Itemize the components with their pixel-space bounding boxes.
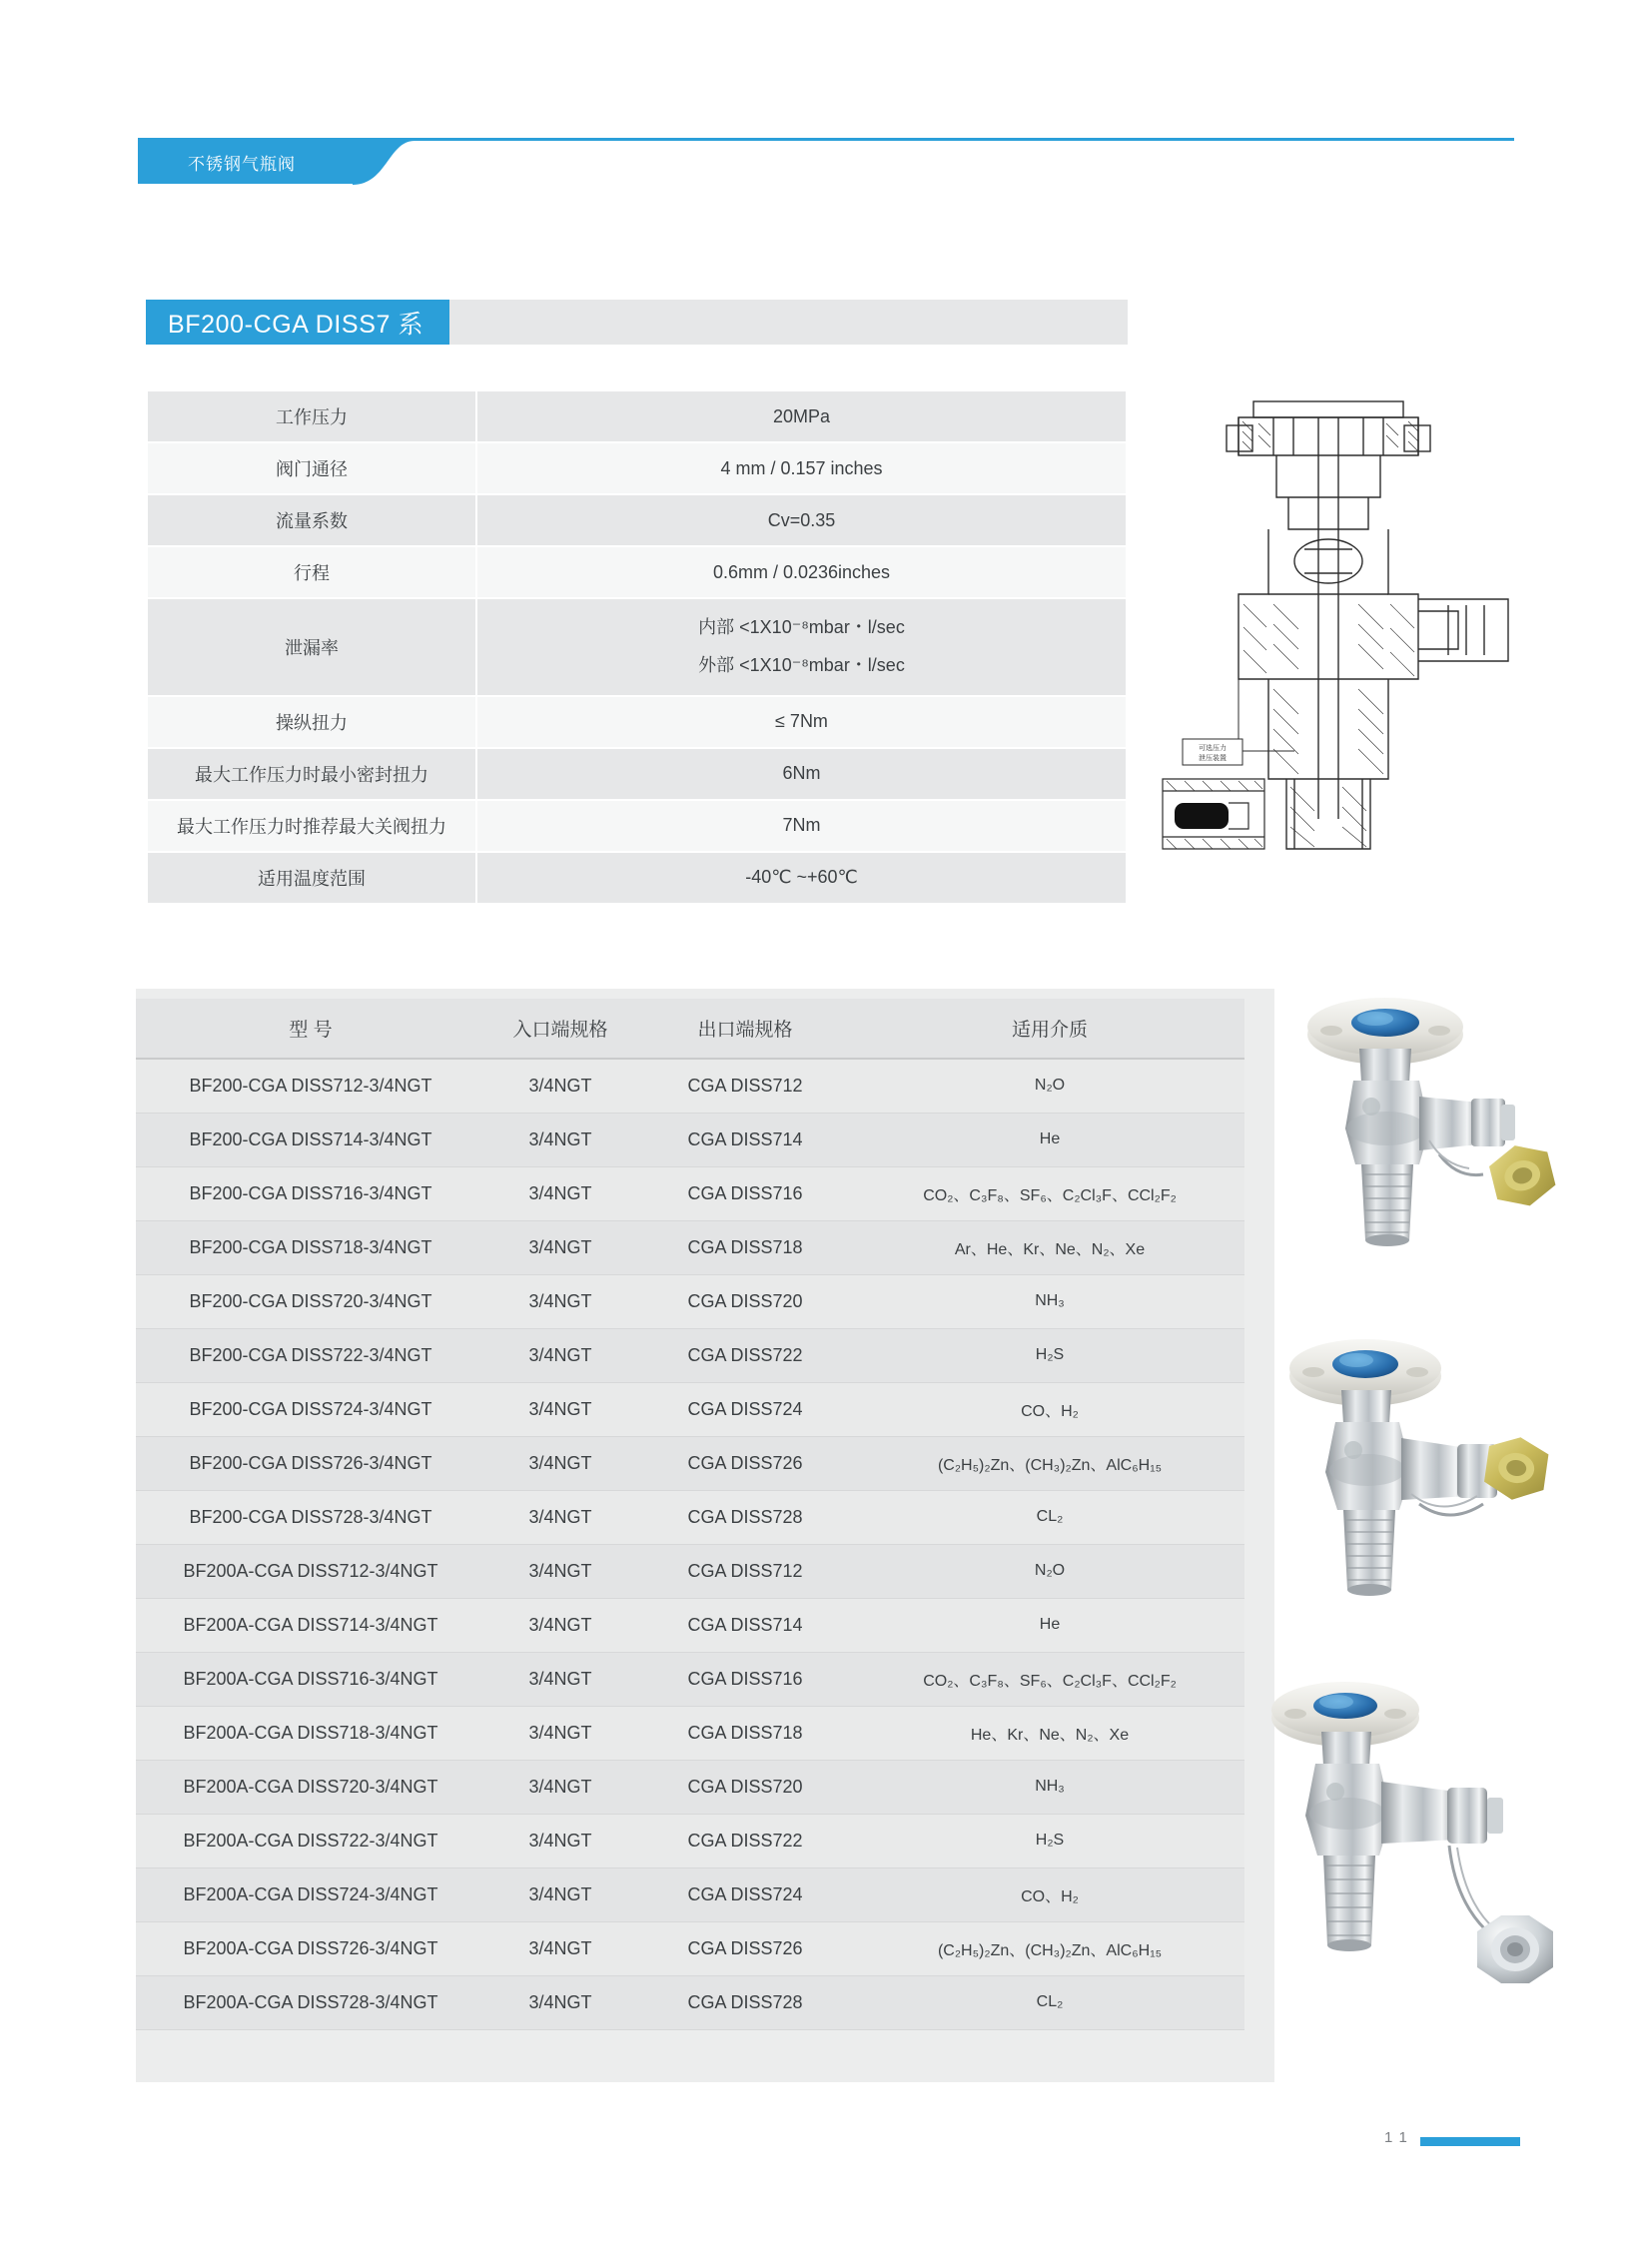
cell-media: CL₂ <box>855 1490 1244 1544</box>
table-row <box>136 1921 1244 1975</box>
model-table <box>136 999 1244 2030</box>
table-row <box>136 1868 1244 1921</box>
cell-inlet: 3/4NGT <box>485 1975 635 2029</box>
cell-model: BF200A-CGA DISS714-3/4NGT <box>136 1598 485 1652</box>
cell-outlet: CGA DISS720 <box>635 1274 855 1328</box>
spec-key: 阀门通径 <box>147 442 476 494</box>
leakage-external: 外部 <1X10⁻⁸mbar・l/sec <box>698 654 905 675</box>
table-row <box>136 1544 1244 1598</box>
header-inlet: 入口端规格 <box>485 999 635 1059</box>
header-category-tab <box>138 141 353 184</box>
cell-model: BF200A-CGA DISS720-3/4NGT <box>136 1760 485 1814</box>
valve-cross-section-drawing <box>1119 379 1538 899</box>
table-row <box>136 1760 1244 1814</box>
specification-table <box>146 389 1128 905</box>
spec-key: 操纵扭力 <box>147 696 476 748</box>
spec-row <box>147 546 1127 598</box>
cell-outlet: CGA DISS722 <box>635 1814 855 1868</box>
model-table-header-row <box>136 999 1244 1059</box>
table-row <box>136 1814 1244 1868</box>
product-photo-valve-1 <box>1243 979 1573 1308</box>
cell-outlet: CGA DISS726 <box>635 1436 855 1490</box>
spec-value: 20MPa <box>476 390 1127 442</box>
spec-key: 工作压力 <box>147 390 476 442</box>
drawing-caption-line2: 泄压装置 <box>1199 755 1227 762</box>
cell-media: H₂S <box>855 1328 1244 1382</box>
cell-model: BF200A-CGA DISS722-3/4NGT <box>136 1814 485 1868</box>
cell-media: CO₂、C₃F₈、SF₆、C₂Cl₃F、CCl₂F₂ <box>855 1652 1244 1706</box>
cell-model: BF200A-CGA DISS712-3/4NGT <box>136 1544 485 1598</box>
table-row <box>136 1166 1244 1220</box>
cell-outlet: CGA DISS714 <box>635 1113 855 1166</box>
section-title-box <box>146 300 449 345</box>
cell-media: H₂S <box>855 1814 1244 1868</box>
cell-media: He、Kr、Ne、N₂、Xe <box>855 1706 1244 1760</box>
cell-media: (C₂H₅)₂Zn、(CH₃)₂Zn、AlC₆H₁₅ <box>855 1921 1244 1975</box>
header-media: 适用介质 <box>855 999 1244 1059</box>
cell-media: He <box>855 1598 1244 1652</box>
cell-outlet: CGA DISS724 <box>635 1382 855 1436</box>
cell-inlet: 3/4NGT <box>485 1274 635 1328</box>
spec-value: Cv=0.35 <box>476 494 1127 546</box>
cell-media: CO、H₂ <box>855 1382 1244 1436</box>
cell-inlet: 3/4NGT <box>485 1544 635 1598</box>
spec-key: 适用温度范围 <box>147 852 476 904</box>
spec-row <box>147 442 1127 494</box>
cell-inlet: 3/4NGT <box>485 1760 635 1814</box>
cell-model: BF200-CGA DISS724-3/4NGT <box>136 1382 485 1436</box>
drawing-caption-line1: 可选压力 <box>1199 745 1227 752</box>
spec-value: 6Nm <box>476 748 1127 800</box>
cell-model: BF200-CGA DISS720-3/4NGT <box>136 1274 485 1328</box>
table-row <box>136 1706 1244 1760</box>
table-row <box>136 1113 1244 1166</box>
cell-inlet: 3/4NGT <box>485 1382 635 1436</box>
cell-media: N₂O <box>855 1059 1244 1113</box>
spec-value: 7Nm <box>476 800 1127 852</box>
cell-inlet: 3/4NGT <box>485 1921 635 1975</box>
cell-outlet: CGA DISS712 <box>635 1059 855 1113</box>
cell-model: BF200A-CGA DISS726-3/4NGT <box>136 1921 485 1975</box>
cell-outlet: CGA DISS726 <box>635 1921 855 1975</box>
cell-media: CL₂ <box>855 1975 1244 2029</box>
table-row <box>136 1274 1244 1328</box>
cell-outlet: CGA DISS716 <box>635 1166 855 1220</box>
table-row <box>136 1490 1244 1544</box>
spec-value-leakage <box>476 598 1127 696</box>
table-row <box>136 1328 1244 1382</box>
spec-row <box>147 800 1127 852</box>
cell-outlet: CGA DISS728 <box>635 1490 855 1544</box>
header-category-label: 不锈钢气瓶阀 <box>188 155 296 174</box>
cell-model: BF200A-CGA DISS728-3/4NGT <box>136 1975 485 2029</box>
cell-outlet: CGA DISS728 <box>635 1975 855 2029</box>
cell-media: (C₂H₅)₂Zn、(CH₃)₂Zn、AlC₆H₁₅ <box>855 1436 1244 1490</box>
cell-inlet: 3/4NGT <box>485 1868 635 1921</box>
spec-key: 泄漏率 <box>147 598 476 696</box>
cell-outlet: CGA DISS714 <box>635 1598 855 1652</box>
cell-model: BF200-CGA DISS726-3/4NGT <box>136 1436 485 1490</box>
header-tab-curve <box>353 141 414 185</box>
cell-inlet: 3/4NGT <box>485 1220 635 1274</box>
spec-key: 行程 <box>147 546 476 598</box>
cell-media: He <box>855 1113 1244 1166</box>
cell-model: BF200-CGA DISS718-3/4NGT <box>136 1220 485 1274</box>
table-row <box>136 1975 1244 2029</box>
cell-model: BF200A-CGA DISS724-3/4NGT <box>136 1868 485 1921</box>
cell-outlet: CGA DISS718 <box>635 1220 855 1274</box>
spec-row <box>147 390 1127 442</box>
cell-model: BF200-CGA DISS716-3/4NGT <box>136 1166 485 1220</box>
spec-key: 流量系数 <box>147 494 476 546</box>
product-photo-valve-3 <box>1243 1668 1573 2027</box>
cell-model: BF200-CGA DISS728-3/4NGT <box>136 1490 485 1544</box>
cell-model: BF200-CGA DISS712-3/4NGT <box>136 1059 485 1113</box>
cell-outlet: CGA DISS718 <box>635 1706 855 1760</box>
spec-row <box>147 748 1127 800</box>
cell-inlet: 3/4NGT <box>485 1598 635 1652</box>
cell-inlet: 3/4NGT <box>485 1814 635 1868</box>
cell-media: CO、H₂ <box>855 1868 1244 1921</box>
cell-media: NH₃ <box>855 1274 1244 1328</box>
page-title: BF200-CGA DISS7 系 <box>168 310 424 339</box>
cell-outlet: CGA DISS716 <box>635 1652 855 1706</box>
cell-model: BF200-CGA DISS714-3/4NGT <box>136 1113 485 1166</box>
table-row <box>136 1220 1244 1274</box>
table-row <box>136 1652 1244 1706</box>
cell-outlet: CGA DISS722 <box>635 1328 855 1382</box>
cell-inlet: 3/4NGT <box>485 1328 635 1382</box>
cell-inlet: 3/4NGT <box>485 1490 635 1544</box>
spec-key: 最大工作压力时最小密封扭力 <box>147 748 476 800</box>
product-photo-valve-2 <box>1243 1318 1573 1658</box>
header-model: 型 号 <box>136 999 485 1059</box>
spec-key: 最大工作压力时推荐最大关阀扭力 <box>147 800 476 852</box>
cell-inlet: 3/4NGT <box>485 1436 635 1490</box>
cell-media: N₂O <box>855 1544 1244 1598</box>
spec-row-leakage <box>147 598 1127 696</box>
cell-model: BF200A-CGA DISS716-3/4NGT <box>136 1652 485 1706</box>
cell-inlet: 3/4NGT <box>485 1059 635 1113</box>
spec-value: -40℃ ~+60℃ <box>476 852 1127 904</box>
cell-media: NH₃ <box>855 1760 1244 1814</box>
spec-value: 4 mm / 0.157 inches <box>476 442 1127 494</box>
cell-model: BF200-CGA DISS722-3/4NGT <box>136 1328 485 1382</box>
cell-media: CO₂、C₃F₈、SF₆、C₂Cl₃F、CCl₂F₂ <box>855 1166 1244 1220</box>
spec-value: ≤ 7Nm <box>476 696 1127 748</box>
table-row <box>136 1436 1244 1490</box>
cell-outlet: CGA DISS720 <box>635 1760 855 1814</box>
spec-row <box>147 852 1127 904</box>
cell-outlet: CGA DISS724 <box>635 1868 855 1921</box>
cell-inlet: 3/4NGT <box>485 1166 635 1220</box>
table-row <box>136 1598 1244 1652</box>
spec-row <box>147 696 1127 748</box>
leakage-internal: 内部 <1X10⁻⁸mbar・l/sec <box>698 617 905 637</box>
header-outlet: 出口端规格 <box>635 999 855 1059</box>
cell-inlet: 3/4NGT <box>485 1652 635 1706</box>
cell-inlet: 3/4NGT <box>485 1113 635 1166</box>
table-row <box>136 1059 1244 1113</box>
table-row <box>136 1382 1244 1436</box>
footer-accent-bar <box>1420 2137 1520 2146</box>
spec-row <box>147 494 1127 546</box>
cell-outlet: CGA DISS712 <box>635 1544 855 1598</box>
cell-model: BF200A-CGA DISS718-3/4NGT <box>136 1706 485 1760</box>
page-number: 1 1 <box>1384 2129 1408 2146</box>
cell-media: Ar、He、Kr、Ne、N₂、Xe <box>855 1220 1244 1274</box>
spec-value: 0.6mm / 0.0236inches <box>476 546 1127 598</box>
cell-inlet: 3/4NGT <box>485 1706 635 1760</box>
